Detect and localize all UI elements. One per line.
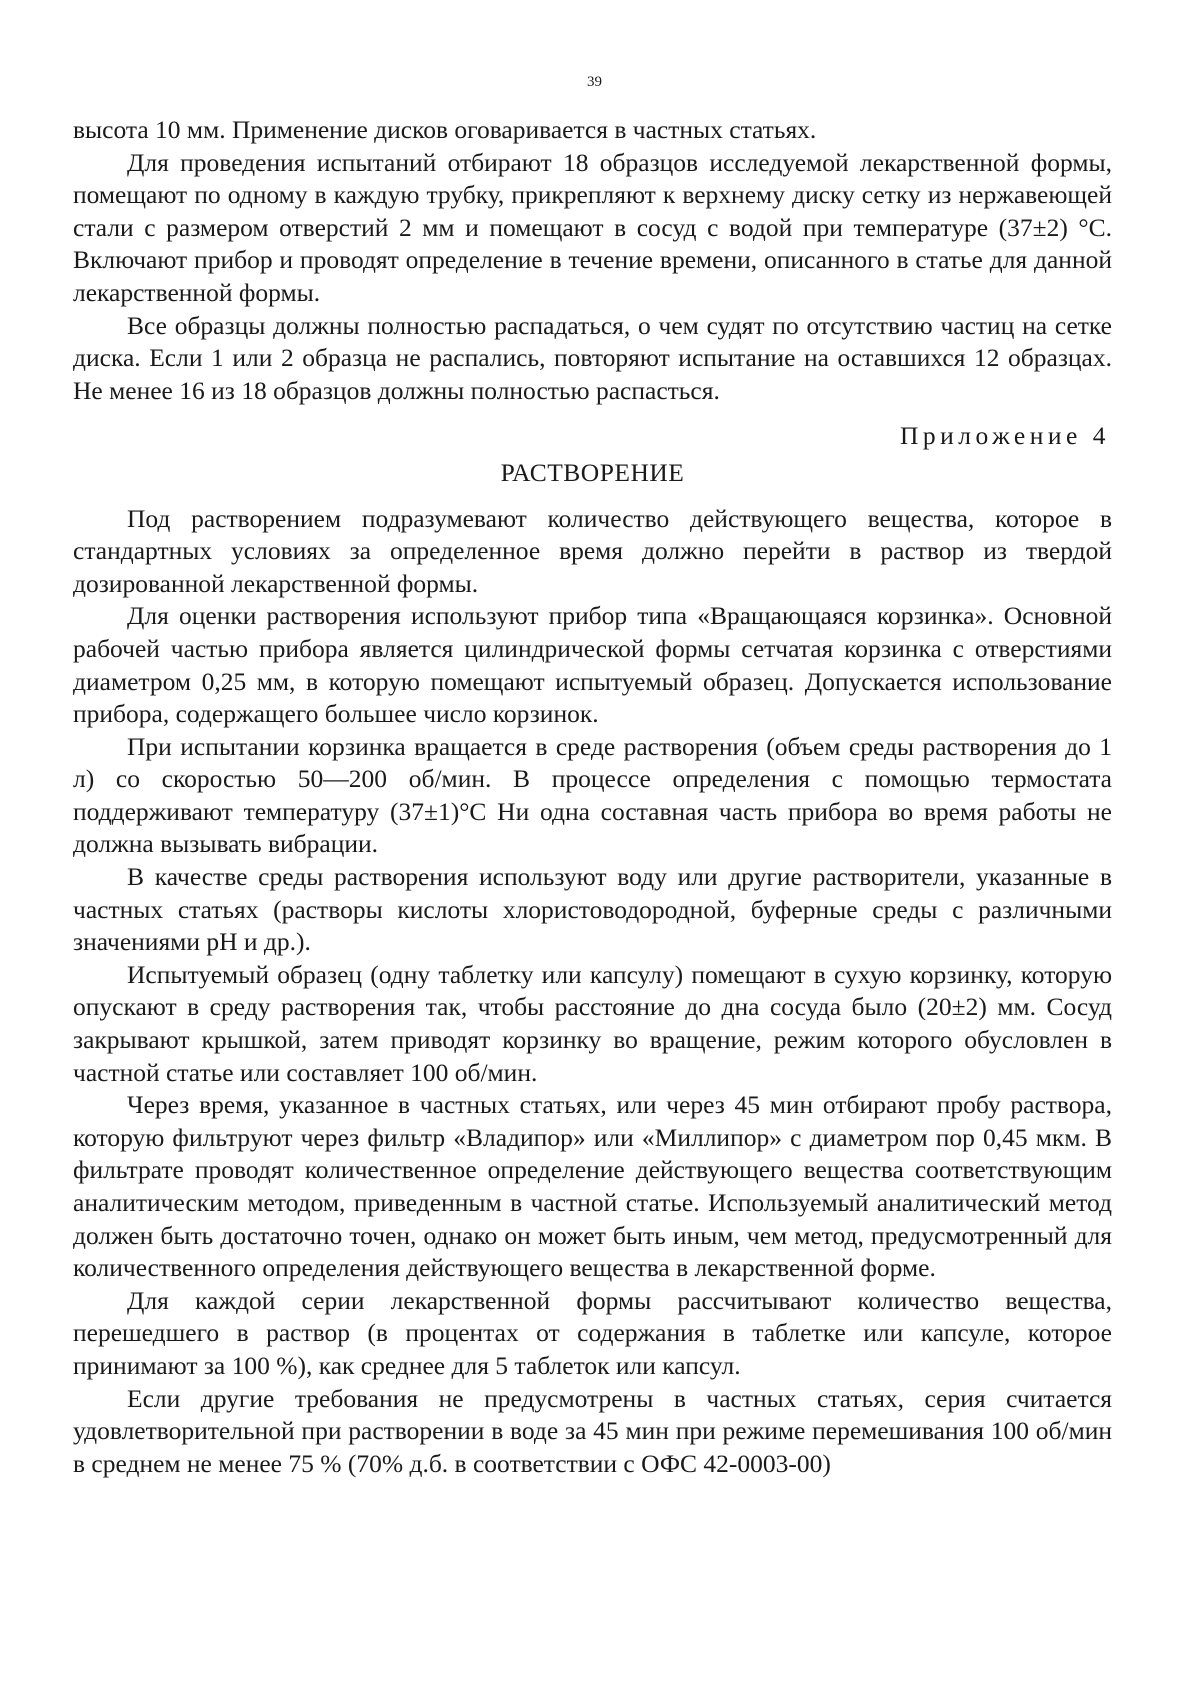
- page-number: 39: [587, 74, 602, 90]
- paragraph-dissolution-medium: В качестве среды растворения используют воду или другие растворители, указанные в частных статьях (растворы кислоты хлористоводородной, буферные среды с различными значениями рН и др.).: [73, 862, 1112, 957]
- paragraph-sampling-analysis: Через время, указанное в частных статьях, или через 45 мин отбирают пробу раствора, которую фильтруют через фильтр «Владипор» или «Миллипор» с диаметром пор 0,45 мкм. В фильтрате проводят количественное определение действующего вещества соответствующим аналитическим методом, приведенным в частной статье. Используемый аналитический метод должен быть достаточно точен, однако он может быть иным, чем метод, предусмотренный для количественного определения действующего вещества в лекарственной форме.: [73, 1090, 1112, 1283]
- page-body: [73, 114, 1112, 1480]
- section-title: РАСТВОРЕНИЕ: [500, 457, 685, 487]
- paragraph-definition: Под растворением подразумевают количество действующего вещества, которое в стандартных условиях за определенное время должно перейти в раствор из твердой дозированной лекарственной формы.: [73, 503, 1112, 598]
- paragraph-requirements: Если другие требования не предусмотрены в частных статьях, серия считается удовлетворительной при растворении в воде за 45 мин при режиме перемешивания 100 об/мин в среднем не менее 75 % (70% д.б. в соответствии с ОФС 42-0003-00): [73, 1383, 1112, 1478]
- paragraph-acceptance-criteria: Все образцы должны полностью распадаться, о чем судят по отсутствию частиц на сетке диска. Если 1 или 2 образца не распались, повторяют испытание на оставшихся 12 образцах. Не менее 16 из 18 образцов должны полностью распасться.: [73, 310, 1112, 405]
- paragraph-continued: высота 10 мм. Применение дисков оговаривается в частных статьях.: [73, 115, 817, 144]
- paragraph-test-procedure: Для проведения испытаний отбирают 18 образцов исследуемой лекарственной формы, помещают по одному в каждую трубку, прикрепляют к верхнему диску сетку из нержавеющей стали с размером отверстий 2 мм и помещают в сосуд с водой при температуре (37±2) °С. Включают прибор и проводят определение в течение времени, описанного в статье для данной лекарственной формы.: [73, 147, 1112, 307]
- paragraph-test-conditions: При испытании корзинка вращается в среде растворения (объем среды растворения до 1 л) со скоростью 50—200 об/мин. В процессе определения с помощью термостата поддерживают температуру (37±1)°С Ни одна составная часть прибора во время работы не должна вызывать вибрации.: [73, 731, 1112, 859]
- paragraph-apparatus: Для оценки растворения используют прибор типа «Вращающаяся корзинка». Основной рабочей частью прибора является цилиндрической формы сетчатая корзинка с отверстиями диаметром 0,25 мм, в которую помещают испытуемый образец. Допускается использование прибора, содержащего большее число корзинок.: [73, 601, 1112, 729]
- paragraph-sample-placement: Испытуемый образец (одну таблетку или капсулу) помещают в сухую корзинку, которую опускают в среду растворения так, чтобы расстояние до дна сосуда было (20±2) мм. Сосуд закрывают крышкой, затем приводят корзинку во вращение, режим которого обусловлен в частной статье или составляет 100 об/мин.: [73, 959, 1112, 1087]
- appendix-label: Приложение 4: [900, 421, 1110, 451]
- paragraph-calculation: Для каждой серии лекарственной формы рассчитывают количество вещества, перешедшего в раствор (в процентах от содержания в таблетке или капсуле, которое принимают за 100 %), как среднее для 5 таблеток или капсул.: [73, 1285, 1112, 1380]
